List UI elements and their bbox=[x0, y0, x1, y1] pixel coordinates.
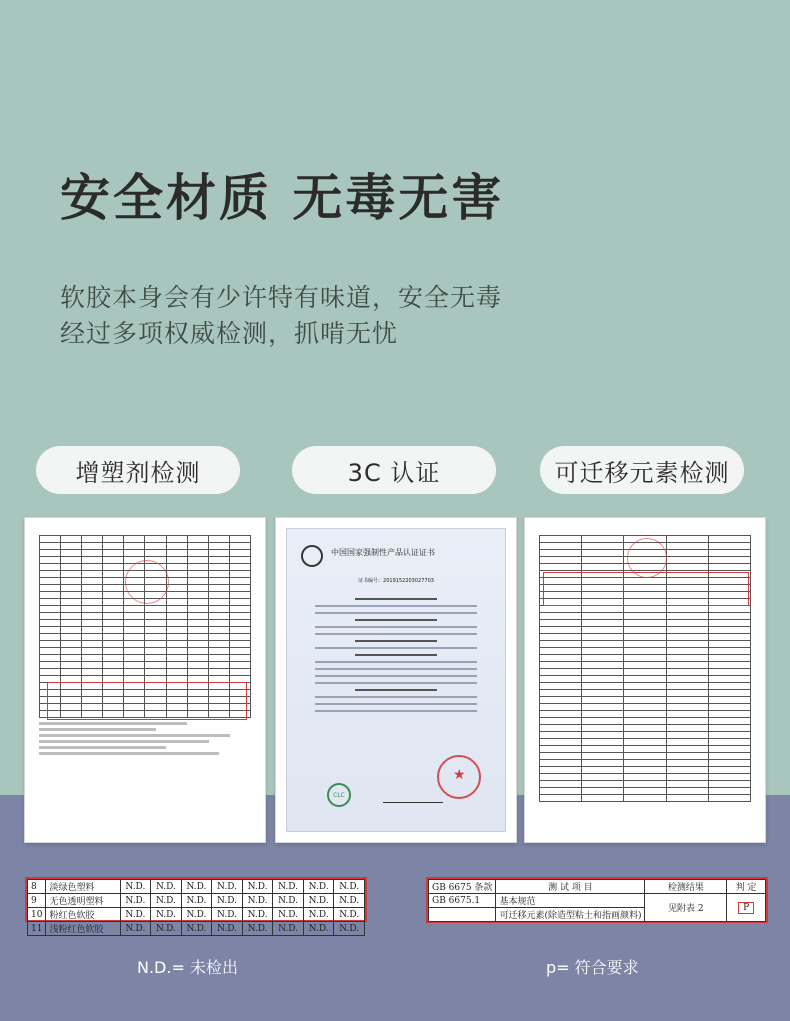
zoom-plasticizer-table bbox=[27, 879, 365, 936]
row-value: N.D. bbox=[273, 922, 304, 936]
label-3c-certification: 3C 认证 bbox=[292, 446, 496, 494]
row-number: 11 bbox=[28, 922, 46, 936]
table-row bbox=[28, 880, 365, 894]
row-value: N.D. bbox=[303, 922, 334, 936]
table-row bbox=[40, 536, 251, 543]
table-row bbox=[40, 669, 251, 676]
red-stamp bbox=[627, 538, 667, 578]
row-value: N.D. bbox=[181, 922, 212, 936]
table-row bbox=[429, 894, 766, 908]
table-row bbox=[28, 894, 365, 908]
row-value: N.D. bbox=[273, 880, 304, 894]
plasticizer-report-document bbox=[39, 532, 251, 828]
3c-certificate bbox=[286, 528, 506, 832]
row-result: 见附表 2 bbox=[645, 894, 727, 922]
table-row bbox=[540, 655, 751, 662]
header-clause: GB 6675 条款 bbox=[429, 880, 496, 894]
row-value: N.D. bbox=[212, 894, 243, 908]
table-row bbox=[540, 641, 751, 648]
table-row bbox=[540, 690, 751, 697]
ccc-logo-icon bbox=[301, 545, 323, 567]
header-item: 测 试 项 目 bbox=[496, 880, 645, 894]
table-row bbox=[540, 718, 751, 725]
table-row bbox=[540, 634, 751, 641]
row-value: N.D. bbox=[303, 880, 334, 894]
row-value: N.D. bbox=[273, 894, 304, 908]
zoom-migratable-results bbox=[426, 877, 768, 923]
header-judgement: 判 定 bbox=[727, 880, 766, 894]
table-row bbox=[40, 613, 251, 620]
row-value: N.D. bbox=[303, 908, 334, 922]
row-value: N.D. bbox=[334, 922, 365, 936]
row-value: N.D. bbox=[120, 880, 151, 894]
red-stamp bbox=[125, 560, 169, 604]
row-value: N.D. bbox=[242, 880, 273, 894]
table-row bbox=[40, 606, 251, 613]
row-value: N.D. bbox=[212, 908, 243, 922]
table-row bbox=[540, 669, 751, 676]
table-row bbox=[40, 648, 251, 655]
caption-pass-legend: p= 符合要求 bbox=[546, 958, 639, 977]
row-value: N.D. bbox=[303, 894, 334, 908]
row-value: N.D. bbox=[334, 908, 365, 922]
row-value: N.D. bbox=[212, 922, 243, 936]
highlight-box bbox=[47, 682, 247, 720]
table-row bbox=[540, 676, 751, 683]
certificate-title: 中国国家强制性产品认证证书 bbox=[331, 548, 435, 557]
table-row bbox=[40, 634, 251, 641]
row-number: 10 bbox=[28, 908, 46, 922]
table-row bbox=[540, 774, 751, 781]
row-value: N.D. bbox=[120, 922, 151, 936]
row-value: N.D. bbox=[181, 908, 212, 922]
table-row bbox=[40, 641, 251, 648]
row-value: N.D. bbox=[151, 922, 182, 936]
zoom-migratable-table bbox=[428, 879, 766, 922]
table-row bbox=[540, 662, 751, 669]
table-row bbox=[540, 732, 751, 739]
row-clause: GB 6675.1 bbox=[429, 894, 496, 908]
subtitle-line-2: 经过多项权威检测，抓啃无忧 bbox=[60, 319, 399, 348]
table-row bbox=[540, 739, 751, 746]
table-row bbox=[540, 704, 751, 711]
table-row bbox=[40, 627, 251, 634]
table-row bbox=[28, 908, 365, 922]
headline: 安全材质 无毒无害 bbox=[60, 169, 505, 227]
table-row bbox=[40, 550, 251, 557]
row-value: N.D. bbox=[151, 894, 182, 908]
row-value: N.D. bbox=[120, 908, 151, 922]
table-row bbox=[40, 662, 251, 669]
row-item: 基本规范 bbox=[496, 894, 645, 908]
row-value: N.D. bbox=[334, 894, 365, 908]
header-result: 检测结果 bbox=[645, 880, 727, 894]
row-material: 粉红色软胶 bbox=[46, 908, 120, 922]
subtitle-line-1: 软胶本身会有少许特有味道，安全无毒 bbox=[60, 283, 503, 312]
certificate-number: 证书编号：2019152203027703 bbox=[358, 578, 434, 584]
table-row bbox=[540, 627, 751, 634]
table-row bbox=[40, 655, 251, 662]
signature bbox=[383, 793, 443, 803]
row-value: N.D. bbox=[242, 894, 273, 908]
table-row bbox=[540, 753, 751, 760]
table-row bbox=[40, 543, 251, 550]
row-value: N.D. bbox=[181, 880, 212, 894]
table-row bbox=[40, 620, 251, 627]
row-number: 9 bbox=[28, 894, 46, 908]
row-value: N.D. bbox=[212, 880, 243, 894]
table-row bbox=[540, 767, 751, 774]
table-row bbox=[540, 613, 751, 620]
red-seal-stamp bbox=[437, 755, 481, 799]
clc-logo-icon: CLC bbox=[327, 783, 351, 807]
row-item: 可迁移元素(除造型粘土和指画颜料) bbox=[496, 908, 645, 922]
judgement-pass-mark: P bbox=[738, 902, 754, 914]
row-value: N.D. bbox=[273, 908, 304, 922]
row-value: N.D. bbox=[151, 880, 182, 894]
row-value: N.D. bbox=[151, 908, 182, 922]
table-row bbox=[540, 781, 751, 788]
row-value: N.D. bbox=[120, 894, 151, 908]
report-notes-1 bbox=[39, 722, 251, 755]
row-value: N.D. bbox=[242, 908, 273, 922]
row-value: N.D. bbox=[242, 922, 273, 936]
row-value: N.D. bbox=[181, 894, 212, 908]
row-number: 8 bbox=[28, 880, 46, 894]
row-judgement bbox=[727, 894, 766, 922]
table-row bbox=[540, 683, 751, 690]
table-row bbox=[540, 795, 751, 802]
row-material: 浅粉红色软胶 bbox=[46, 922, 120, 936]
table-row bbox=[540, 746, 751, 753]
plasticizer-report-card bbox=[24, 517, 266, 843]
caption-nd-legend: N.D.= 未检出 bbox=[137, 958, 238, 977]
table-row bbox=[540, 697, 751, 704]
table-row bbox=[540, 788, 751, 795]
certificate-body-lines bbox=[315, 593, 477, 717]
table-row bbox=[540, 711, 751, 718]
row-material: 淡绿色塑料 bbox=[46, 880, 120, 894]
table-row bbox=[540, 725, 751, 732]
table-header-row bbox=[429, 880, 766, 894]
row-material: 无色透明塑料 bbox=[46, 894, 120, 908]
label-plasticizer-test: 增塑剂检测 bbox=[36, 446, 240, 494]
migratable-report-document bbox=[539, 532, 751, 828]
table-row bbox=[28, 922, 365, 936]
zoom-plasticizer-results bbox=[25, 877, 367, 935]
table-row bbox=[540, 606, 751, 613]
table-row bbox=[540, 620, 751, 627]
label-migratable-elements-test: 可迁移元素检测 bbox=[540, 446, 744, 494]
migratable-elements-report-card bbox=[524, 517, 766, 843]
3c-certificate-card bbox=[275, 517, 517, 843]
table-row bbox=[540, 648, 751, 655]
table-row bbox=[540, 760, 751, 767]
row-value: N.D. bbox=[334, 880, 365, 894]
